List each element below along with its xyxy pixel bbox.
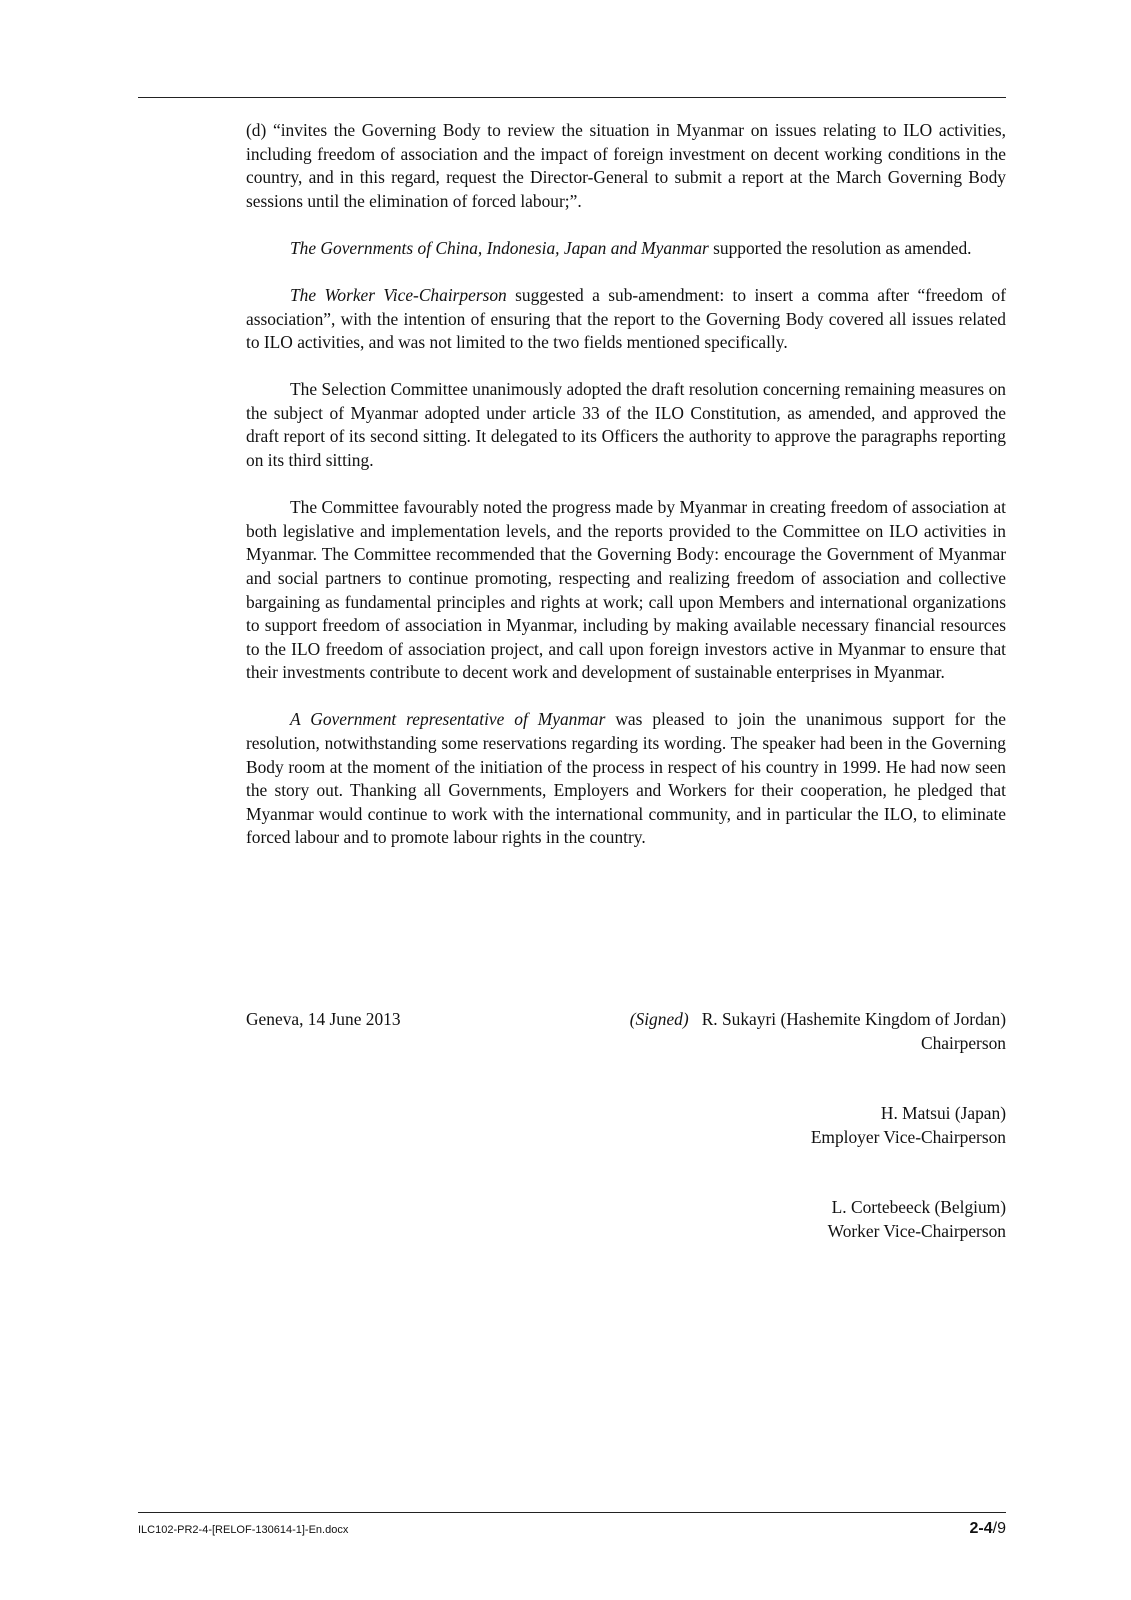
paragraph-text: supported the resolution as amended. <box>708 237 972 258</box>
paragraph-committee-recommendation <box>246 496 1006 685</box>
footer-rule <box>138 1512 1006 1513</box>
chair-name: R. Sukayri (Hashemite Kingdom of Jordan) <box>701 1009 1006 1029</box>
employer-title: Employer Vice-Chairperson <box>810 1126 1006 1147</box>
page-current: 2-4 <box>969 1520 993 1537</box>
employer-signature-block <box>246 1102 1006 1149</box>
page-footer <box>138 1520 1006 1538</box>
worker-title: Worker Vice-Chairperson <box>827 1220 1006 1241</box>
document-body <box>246 119 1006 873</box>
worker-signature-block <box>246 1196 1006 1243</box>
page-number <box>970 1520 1006 1538</box>
footer-file-name: ILC102-PR2-4-[RELOF-130614-1]-En.docx <box>138 1524 349 1536</box>
signed-label: (Signed) <box>629 1009 689 1029</box>
speaker-lead: The Governments of China, Indonesia, Japan and Myanmar <box>290 237 709 258</box>
chair-signature-block <box>246 1008 1006 1055</box>
paragraph-text: suggested a sub-amendment: to insert a comma after “freedom of association”, with the intention of ensuring that the report to the Governing Body covered all issues related to ILO activities, and was not limited to the two fields mentioned specifically. <box>246 284 1006 353</box>
paragraph-text: (d) “invites the Governing Body to review the situation in Myanmar on issues relating to ILO activities, including freedom of association and the impact of foreign investment on decent working conditions in the country, and in this regard, request the Director-General to submit a report at the March Governing Body sessions until the elimination of forced labour;”. <box>246 120 1006 211</box>
place-date: Geneva, 14 June 2013 <box>246 1009 401 1029</box>
paragraph-myanmar-representative <box>246 708 1006 850</box>
header-rule <box>138 97 1006 98</box>
paragraph-amendment-d <box>246 119 1006 213</box>
paragraph-text: was pleased to join the unanimous support for the resolution, notwithstanding some reservations regarding its wording. The speaker had been in the Governing Body room at the moment of the initiation of the process in respect of his country in 1999. He had now seen the story out. Thanking all Governments, Employers and Workers for their cooperation, he pledged that Myanmar would continue to work with the international community, and in particular the ILO, to eliminate forced labour and to promote labour rights in the country. <box>246 709 1006 848</box>
page-total: /9 <box>992 1520 1006 1537</box>
speaker-lead: The Worker Vice-Chairperson <box>290 284 507 305</box>
paragraph-governments-support <box>246 237 1006 261</box>
paragraph-text: The Selection Committee unanimously adopted the draft resolution concerning remaining measures on the subject of Myanmar adopted under article 33 of the ILO Constitution, as amended, and approved the draft report of its second sitting. It delegated to its Officers the authority to approve the paragraphs reporting on its third sitting. <box>246 379 1006 471</box>
paragraph-committee-adoption <box>246 378 1006 472</box>
worker-name: L. Cortebeeck (Belgium) <box>831 1197 1006 1217</box>
paragraph-worker-subamendment <box>246 284 1006 355</box>
chair-title: Chairperson <box>920 1032 1006 1053</box>
paragraph-text: The Committee favourably noted the progress made by Myanmar in creating freedom of association at both legislative and implementation levels, and the reports provided to the Committee on ILO activities in Myanmar. The Committee recommended that the Governing Body: encourage the Government of Myanmar and social partners to continue promoting, respecting and realizing freedom of association and collective bargaining as fundamental principles and rights at work; call upon Members and international organizations to support freedom of association in Myanmar, including by making available necessary financial resources to the ILO freedom of association project, and call upon foreign investors active in Myanmar to ensure that their investments contribute to decent work and development of sustainable enterprises in Myanmar. <box>246 497 1006 683</box>
employer-name: H. Matsui (Japan) <box>880 1103 1006 1123</box>
speaker-lead: A Government representative of Myanmar <box>290 709 606 730</box>
